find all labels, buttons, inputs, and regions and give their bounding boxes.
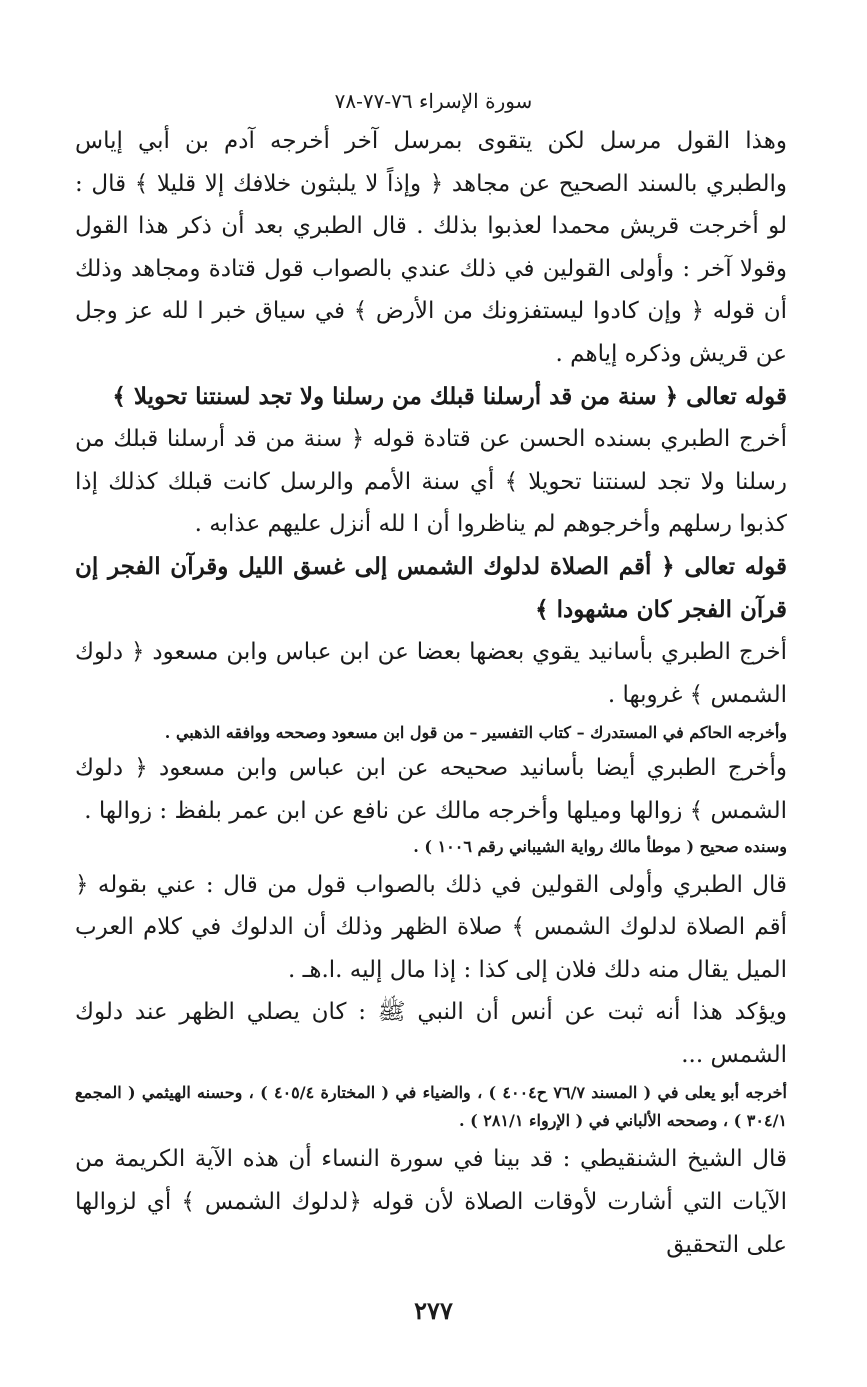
verse-heading-sunnah: قوله تعالى ﴿ سنة من قد أرسلنا قبلك من رسلنا ولا تجد لسنتنا تحويلا ﴾ xyxy=(112,382,787,410)
footnote-abu-yala: أخرجه أبو يعلى في ( المسند ٧٦/٧ ح٤٠٠٤ ) ، والضياء في ( المختارة ٤٠٥/٤ ) ، وحسنه الهيثمي ( المجمع ٣٠٤/١ ) ، وصححه الألباني في ( الإرواء ٢٨١/١ ) . xyxy=(75,1083,787,1131)
paragraph-tabari-preference: قال الطبري وأولى القولين في ذلك بالصواب قول من قال : عني بقوله ﴿ أقم الصلاة لدلوك الشمس ﴾ صلاة الظهر وذلك أن الدلوك في كلام العرب الميل يقال منه دلك فلان إلى كذا : إذا مال إليه .ا.هـ . xyxy=(75,871,787,983)
running-header: سورة الإسراء ٧٦-٧٧-٧٨ xyxy=(334,89,533,113)
paragraph-dulook-ghurub: أخرج الطبري بأسانيد يقوي بعضها بعضا عن ابن عباس وابن مسعود ﴿ دلوك الشمس ﴾ غروبها . xyxy=(75,639,787,708)
paragraph-shinqiti: قال الشيخ الشنقيطي : قد بينا في سورة النساء أن هذه الآية الكريمة من الآيات التي أشارت لأوقات الصلاة لأن قوله ﴿لدلوك الشمس ﴾ أي لزوالها على التحقيق xyxy=(75,1146,787,1258)
paragraph-anas-hadith: ويؤكد هذا أنه ثبت عن أنس أن النبي ﷺ : كان يصلي الظهر عند دلوك الشمس ... xyxy=(75,999,787,1068)
verse-heading-aqim-assalah: قوله تعالى ﴿ أقم الصلاة لدلوك الشمس إلى غسق الليل وقرآن الفجر إن قرآن الفجر كان مشهودا ﴾ xyxy=(75,552,787,623)
footnote-muwatta: وسنده صحيح ( موطأ مالك رواية الشيباني رقم ١٠٠٦ ) . xyxy=(413,836,787,856)
footnote-hakim: وأخرجه الحاكم في المستدرك – كتاب التفسير – من قول ابن مسعود وصححه ووافقه الذهبي . xyxy=(164,723,787,743)
page-body xyxy=(75,120,787,1266)
page-number: ٢٧٧ xyxy=(414,1296,453,1325)
paragraph-dulook-zawal: وأخرج الطبري أيضا بأسانيد صحيحه عن ابن عباس وابن مسعود ﴿ دلوك الشمس ﴾ زوالها وميلها وأخرجه مالك عن نافع عن ابن عمر بلفظ : زوالها . xyxy=(75,755,787,824)
paragraph-qatadah-narration: أخرج الطبري بسنده الحسن عن قتادة قوله ﴿ سنة من قد أرسلنا قبلك من رسلنا ولا تجد لسنتنا تحويلا ﴾ أي سنة الأمم والرسل كانت قبلك كذلك إذا كذبوا رسلهم وأخرجوهم لم يناظروا أن ا لله أنزل عليهم عذابه . xyxy=(75,426,787,538)
paragraph-mujahid-narration: وهذا القول مرسل لكن يتقوى بمرسل آخر أخرجه آدم بن أبي إياس والطبري بالسند الصحيح عن مجاهد ﴿ وإذاً لا يلبثون خلافك إلا قليلا ﴾ قال : لو أخرجت قريش محمدا لعذبوا بذلك . قال الطبري بعد أن ذكر هذا القول وقولا آخر : وأولى القولين في ذلك عندي بالصواب قول قتادة ومجاهد وذلك أن قوله ﴿ وإن كادوا ليستفزونك من الأرض ﴾ في سياق خبر ا لله عز وجل عن قريش وذكره إياهم . xyxy=(75,128,787,367)
